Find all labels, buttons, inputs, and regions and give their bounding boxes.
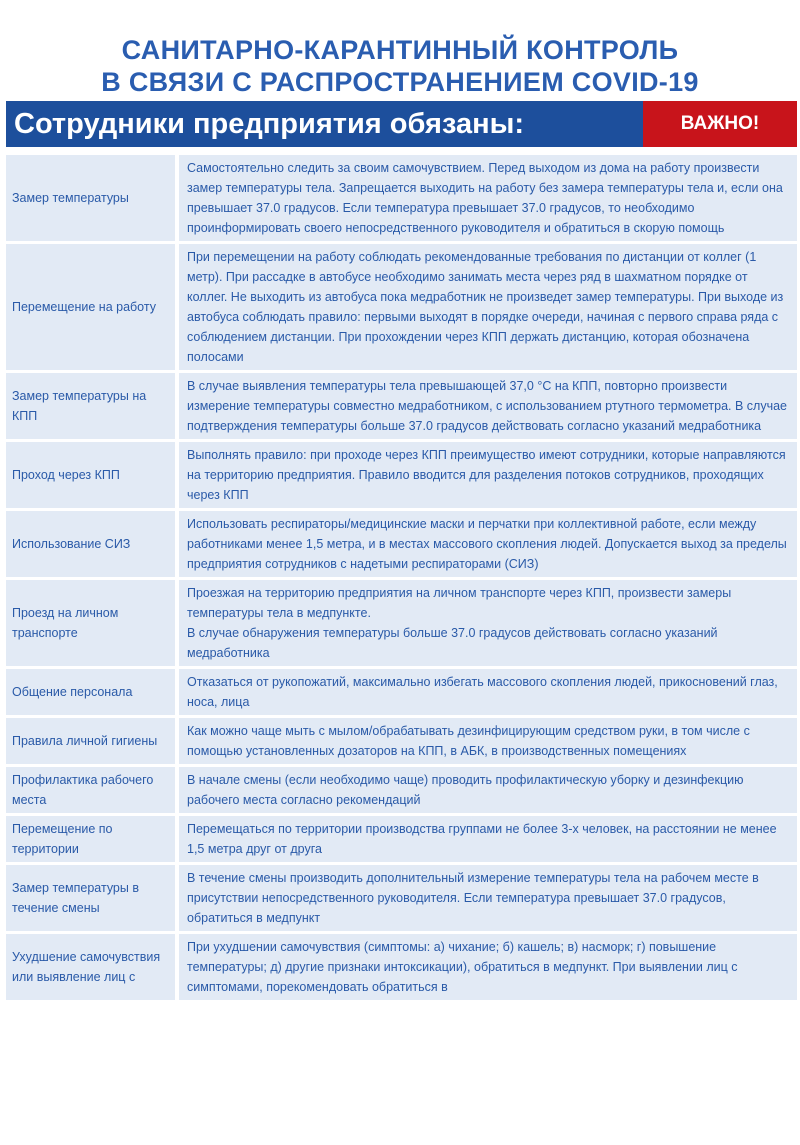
row-description-paragraph: Отказаться от рукопожатий, максимально избегать массового скопления людей, прикосновений глаз, носа, лица [187,675,778,709]
table-row [6,865,797,931]
table-row [6,511,797,577]
row-topic: Замер температуры в течение смены [6,865,179,931]
row-description-paragraph: В случае выявления температуры тела превышающей 37,0 °С на КПП, повторно произвести измерение температуры совместно медработником, с использованием ртутного термометра. В случае подтверждения температуры больше 37.0 градусов действовать согласно указаний медработника [187,379,787,433]
section-header-text: Сотрудники предприятия обязаны: [14,108,525,140]
row-description-paragraph: Перемещаться по территории производства группами не более 3-х человек, на расстоянии не менее 1,5 метра друг от друга [187,822,777,856]
row-description [179,442,797,508]
rules-table [6,152,797,1003]
table-row [6,669,797,715]
row-topic: Перемещение по территории [6,816,179,862]
page-title [0,0,800,98]
row-description-paragraph: При перемещении на работу соблюдать рекомендованные требования по дистанции от коллег (1 метр). При рассадке в автобусе необходимо занимать места через ряд в шахматном порядке от коллег. Не выходить из автобуса пока медработник не произведет замер температуры. При выходе из автобуса соблюдать правило: первыми выходят в порядке очереди, начиная с первого справа ряда с соблюдением дистанции. При прохождении через КПП держать дистанцию, которая обозначена полосами [187,250,784,364]
table-row [6,816,797,862]
row-topic: Перемещение на работу [6,244,179,370]
row-description [179,669,797,715]
row-topic: Общение персонала [6,669,179,715]
row-description [179,511,797,577]
table-row [6,373,797,439]
row-topic: Проход через КПП [6,442,179,508]
row-description-paragraph: При ухудшении самочувствия (симптомы: а) чихание; б) кашель; в) насморк; г) повышение температуры; д) другие признаки интоксикации), обратиться в медпункт. При выявлении лиц с симптомами, порекомендовать обратиться в [187,940,738,994]
row-description-paragraph: Самостоятельно следить за своим самочувствием. Перед выходом из дома на работу произвести замер температуры тела. Запрещается выходить на работу без замера температуры тела и, если она превышает 37.0 градусов. Если температура превышает 37.0 градусов, то необходимо проинформировать своего непосредственного руководителя и обратиться в скорую помощь [187,161,783,235]
row-description [179,373,797,439]
row-description [179,767,797,813]
table-row [6,442,797,508]
table-row [6,718,797,764]
row-topic: Правила личной гигиены [6,718,179,764]
title-line-2: В СВЯЗИ С РАСПРОСТРАНЕНИЕМ COVID-19 [101,67,699,97]
row-description-paragraph: Как можно чаще мыть с мылом/обрабатывать дезинфицирующим средством руки, в том числе с помощью установленных дозаторов на КПП, в АБК, в производственных помещениях [187,724,750,758]
row-description [179,934,797,1000]
table-row [6,767,797,813]
row-description-paragraph: Проезжая на территорию предприятия на личном транспорте через КПП, произвести замеры температуры тела в медпункте. [187,586,732,620]
row-topic: Профилактика рабочего места [6,767,179,813]
section-header [6,101,797,147]
row-description [179,718,797,764]
title-line-1: САНИТАРНО-КАРАНТИННЫЙ КОНТРОЛЬ [121,35,679,65]
row-description-paragraph: В начале смены (если необходимо чаще) проводить профилактическую уборку и дезинфекцию рабочего места согласно рекомендаций [187,773,744,807]
row-description [179,155,797,241]
row-description [179,244,797,370]
row-description-paragraph: Использовать респираторы/медицинские маски и перчатки при коллективной работе, если между работниками менее 1,5 метра, и в местах массового скопления людей. Допускается выход за пределы предприятия сотрудников с надетыми респираторами (СИЗ) [187,517,787,571]
row-description [179,580,797,666]
row-description-paragraph: В течение смены производить дополнительный измерение температуры тела на рабочем месте в присутствии непосредственного руководителя. Если температура превышает 37.0 градусов, обратиться в медпункт [187,871,759,925]
row-topic: Проезд на личном транспорте [6,580,179,666]
table-row [6,155,797,241]
row-topic: Ухудшение самочувствия или выявление лиц с [6,934,179,1000]
row-topic: Замер температуры [6,155,179,241]
important-badge: ВАЖНО! [643,101,797,147]
table-row [6,934,797,1000]
row-topic: Использование СИЗ [6,511,179,577]
table-row [6,580,797,666]
row-description [179,816,797,862]
row-description-paragraph: Выполнять правило: при проходе через КПП преимущество имеют сотрудники, которые направляются на территорию предприятия. Правило вводится для разделения потоков сотрудников, проходящих через КПП [187,448,786,502]
row-description-paragraph: В случае обнаружения температуры больше 37.0 градусов действовать согласно указаний медработника [187,626,718,660]
row-topic: Замер температуры на КПП [6,373,179,439]
row-description [179,865,797,931]
table-row [6,244,797,370]
